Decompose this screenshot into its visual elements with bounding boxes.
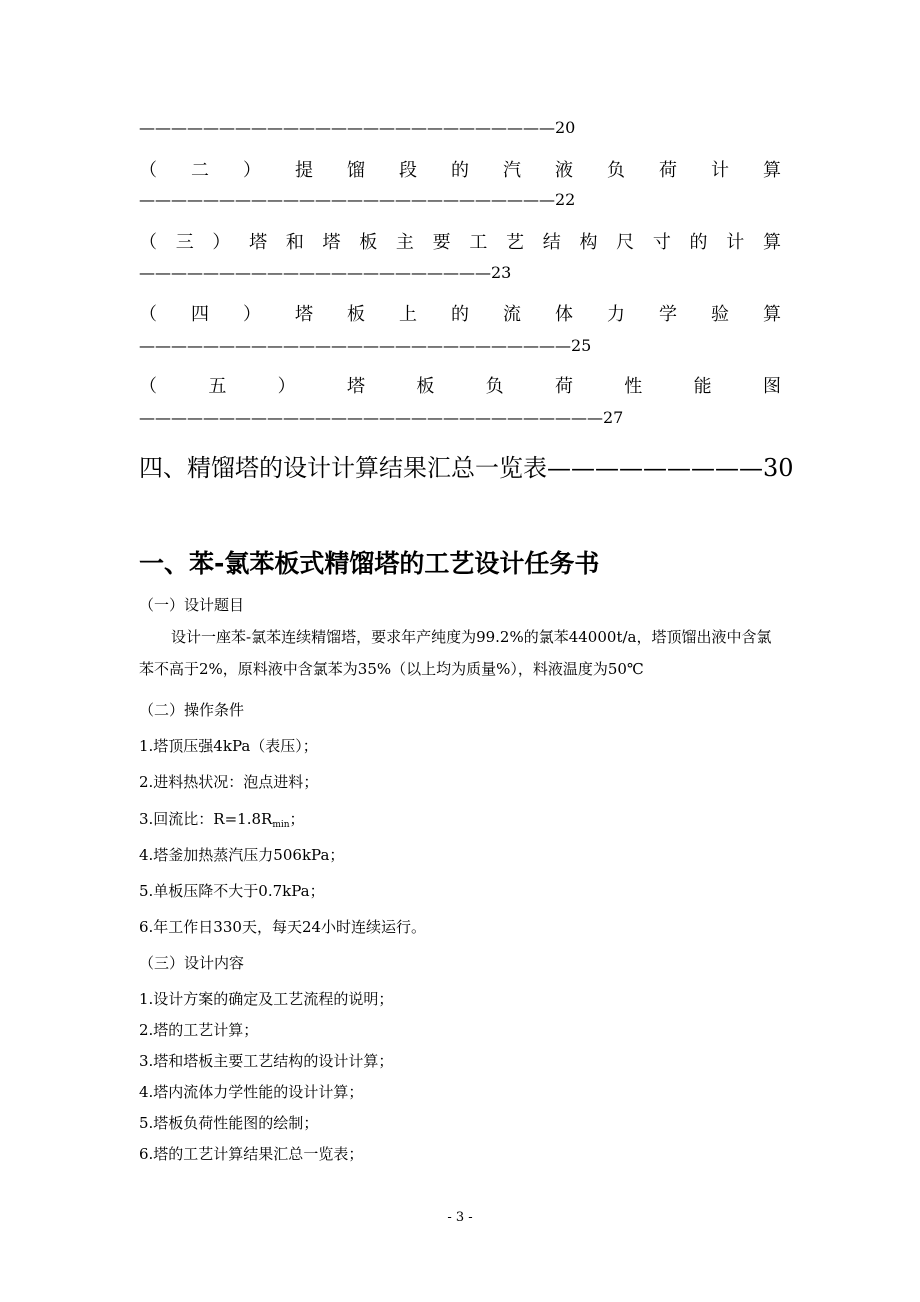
toc-summary-dashes: ————————— (547, 454, 763, 482)
toc-char: 性 (624, 376, 643, 397)
toc-summary-title: 四、精馏塔的设计计算结果汇总一览表 (139, 454, 547, 482)
toc-entry-2 (139, 156, 781, 182)
toc-char: 要 (432, 232, 451, 253)
toc-char: 计 (711, 160, 729, 181)
toc-dash-line-4: ———————————————————————————25 (139, 336, 592, 355)
condition-item-3-sub: min (272, 820, 290, 830)
condition-item-6: 6.年工作日330天，每天24小时连续运行。 (139, 918, 427, 936)
toc-char: 力 (607, 304, 625, 325)
content-item-3: 3.塔和塔板主要工艺结构的设计计算； (139, 1052, 394, 1070)
toc-char: 负 (485, 376, 504, 397)
toc-char: 算 (762, 232, 781, 253)
toc-char: 五 (208, 376, 227, 397)
toc-char: 构 (579, 232, 598, 253)
toc-char: （ (139, 304, 157, 325)
toc-char: 负 (607, 160, 625, 181)
toc-char: 算 (763, 304, 781, 325)
toc-char: 三 (175, 232, 194, 253)
content-item-5: 5.塔板负荷性能图的绘制； (139, 1114, 319, 1132)
condition-item-1: 1.塔顶压强4kPa（表压）； (139, 737, 318, 755)
condition-item-5: 5.单板压降不大于0.7kPa； (139, 882, 325, 900)
toc-char: 的 (689, 232, 708, 253)
section-heading: 一、苯-氯苯板式精馏塔的工艺设计任务书 (139, 549, 600, 578)
toc-char: 体 (555, 304, 573, 325)
toc-char: 四 (191, 304, 209, 325)
content-item-2: 2.塔的工艺计算； (139, 1021, 259, 1039)
toc-char: 液 (555, 160, 573, 181)
toc-char: 塔 (249, 232, 268, 253)
condition-item-3-end: ； (289, 810, 305, 828)
toc-entry-4 (139, 300, 781, 326)
toc-char: 汽 (503, 160, 521, 181)
toc-char: 图 (762, 376, 781, 397)
toc-char: 板 (359, 232, 378, 253)
toc-char: ） (243, 160, 261, 181)
toc-char: 提 (295, 160, 313, 181)
toc-dash-line-3: ——————————————————————23 (139, 263, 512, 282)
toc-char: 的 (451, 304, 469, 325)
toc-char: 学 (659, 304, 677, 325)
toc-char: （ (139, 160, 157, 181)
toc-char: 塔 (295, 304, 313, 325)
toc-char: 板 (347, 304, 365, 325)
toc-dash-line-1: ——————————————————————————20 (139, 118, 576, 137)
toc-char: ） (277, 376, 296, 397)
toc-char: 上 (399, 304, 417, 325)
toc-char: 荷 (554, 376, 573, 397)
toc-char: 二 (191, 160, 209, 181)
toc-char: 塔 (346, 376, 365, 397)
toc-dash-line-2: ——————————————————————————22 (139, 190, 576, 209)
toc-char: 板 (416, 376, 435, 397)
toc-char: 算 (763, 160, 781, 181)
condition-item-4: 4.塔釜加热蒸汽压力506kPa； (139, 846, 345, 864)
condition-item-2: 2.进料热状况：泡点进料； (139, 773, 319, 791)
toc-char: 工 (469, 232, 488, 253)
sub-title-3: （三）设计内容 (139, 954, 245, 972)
condition-item-3-text: 3.回流比：R=1.8R (139, 810, 273, 828)
toc-entry-3 (139, 228, 781, 254)
toc-char: ） (212, 232, 231, 253)
toc-char: 段 (399, 160, 417, 181)
toc-char: 的 (451, 160, 469, 181)
toc-summary-page: 30 (763, 454, 794, 482)
toc-char: 荷 (659, 160, 677, 181)
toc-entry-5 (139, 372, 781, 398)
content-item-1: 1.设计方案的确定及工艺流程的说明； (139, 990, 394, 1008)
toc-char: 主 (395, 232, 414, 253)
toc-char: 能 (693, 376, 712, 397)
toc-char: 结 (542, 232, 561, 253)
toc-char: 塔 (322, 232, 341, 253)
toc-char: 馏 (347, 160, 365, 181)
page-number: - 3 - (447, 1210, 473, 1225)
condition-item-3 (139, 808, 305, 830)
toc-summary-entry (139, 448, 794, 483)
toc-char: 和 (285, 232, 304, 253)
toc-char: 计 (726, 232, 745, 253)
toc-char: （ (139, 232, 157, 253)
toc-char: （ (139, 376, 157, 397)
toc-char: ） (243, 304, 261, 325)
sub-title-2: （二）操作条件 (139, 701, 245, 719)
toc-char: 寸 (652, 232, 671, 253)
toc-char: 尺 (616, 232, 635, 253)
content-item-4: 4.塔内流体力学性能的设计计算； (139, 1083, 364, 1101)
toc-char: 验 (711, 304, 729, 325)
toc-char: 艺 (506, 232, 525, 253)
content-item-6: 6.塔的工艺计算结果汇总一览表； (139, 1145, 364, 1163)
toc-char: 流 (503, 304, 521, 325)
design-topic-paragraph: 设计一座苯-氯苯连续精馏塔，要求年产纯度为99.2%的氯苯44000t/a，塔顶馏出液中含氯苯不高于2%，原料液中含氯苯为35%（以上均为质量%），料液温度为50℃ (139, 628, 772, 678)
toc-dash-line-5: —————————————————————————————27 (139, 408, 624, 427)
sub-title-1: （一）设计题目 (139, 596, 245, 614)
